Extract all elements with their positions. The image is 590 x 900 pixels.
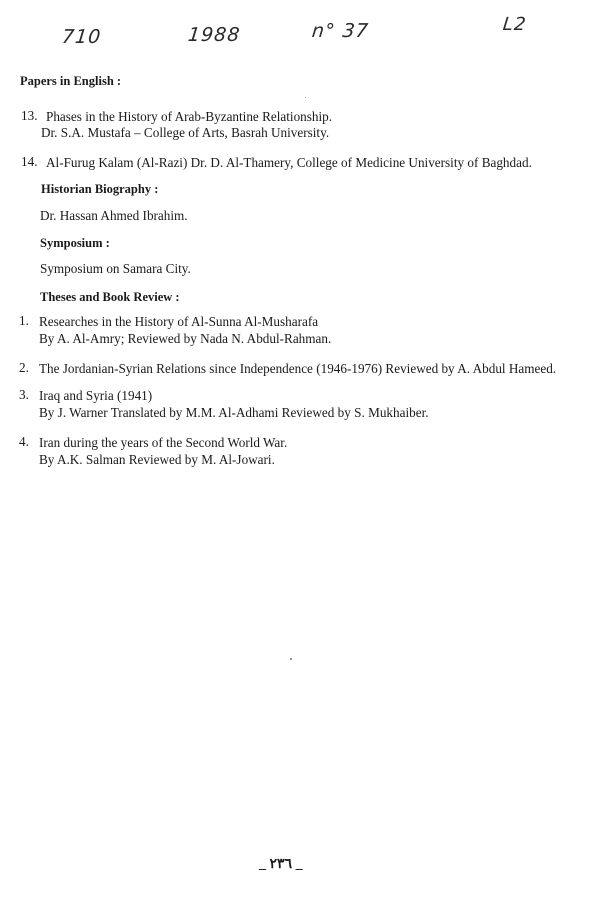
scan-speck	[305, 97, 306, 98]
symposium-text: Symposium on Samara City.	[40, 261, 191, 276]
paper-title: Phases in the History of Arab-Byzantine Relationship.	[46, 109, 333, 124]
paper-number: 13.	[21, 108, 38, 123]
page-number: _ ٢٣٦ _	[259, 857, 303, 872]
thesis-number: 4.	[19, 434, 29, 449]
paper-number: 14.	[21, 154, 38, 169]
thesis-number: 2.	[19, 360, 29, 375]
handwritten-note-4: L2	[501, 14, 528, 35]
scan-speck	[290, 658, 292, 660]
handwritten-note-1: 710	[60, 26, 103, 48]
thesis-author: By A.K. Salman Reviewed by M. Al-Jowari.	[39, 452, 275, 467]
thesis-author: By J. Warner Translated by M.M. Al-Adhami Reviewed by S. Mukhaiber.	[39, 405, 429, 420]
biography-heading: Historian Biography :	[41, 182, 159, 196]
thesis-number: 3.	[19, 387, 29, 402]
handwritten-note-2: 1988	[186, 24, 242, 46]
handwritten-note-3: n° 37	[310, 20, 370, 42]
thesis-title: The Jordanian-Syrian Relations since Independence (1946-1976) Reviewed by A. Abdul Hameed.	[39, 361, 557, 376]
papers-heading: Papers in English :	[20, 74, 122, 88]
paper-title: Al-Furug Kalam (Al-Razi) Dr. D. Al-Thamery, College of Medicine University of Baghdad.	[46, 155, 532, 170]
theses-heading: Theses and Book Review :	[40, 290, 180, 304]
thesis-author: By A. Al-Amry; Reviewed by Nada N. Abdul-Rahman.	[39, 331, 332, 346]
thesis-number: 1.	[19, 313, 29, 328]
biography-text: Dr. Hassan Ahmed Ibrahim.	[40, 208, 188, 223]
thesis-title: Researches in the History of Al-Sunna Al-Musharafa	[39, 314, 319, 329]
thesis-title: Iraq and Syria (1941)	[39, 388, 153, 403]
symposium-heading: Symposium :	[40, 236, 110, 250]
paper-author: Dr. S.A. Mustafa – College of Arts, Basrah University.	[41, 125, 330, 140]
thesis-title: Iran during the years of the Second World War.	[39, 435, 288, 450]
